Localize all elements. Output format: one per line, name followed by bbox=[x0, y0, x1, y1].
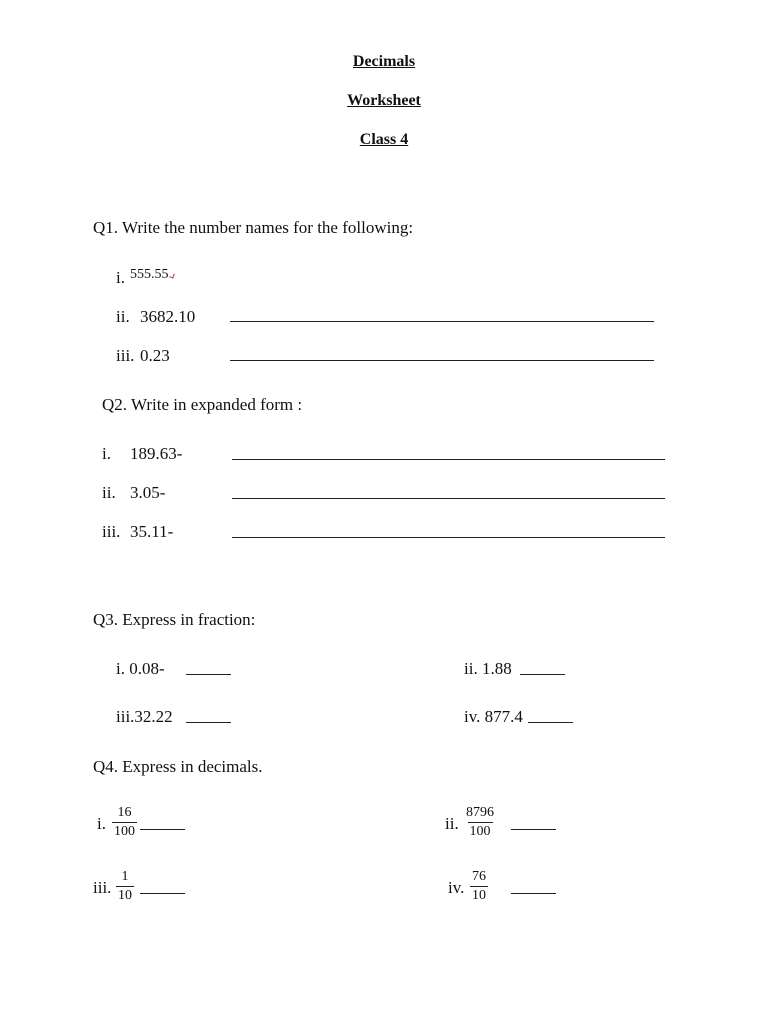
q2-item-1-label: i. bbox=[102, 444, 111, 463]
q3-item-1-text: i. 0.08- bbox=[116, 659, 165, 678]
q1-item-2-label: ii. bbox=[116, 307, 130, 326]
q1-item-1-value: 555.55 bbox=[130, 268, 174, 282]
q1-item-3-answer-line[interactable] bbox=[230, 360, 654, 361]
q2-item-1-value: 189.63- bbox=[130, 444, 183, 463]
q4-item-1-denominator: 100 bbox=[114, 824, 135, 839]
q1-item-3-value: 0.23 bbox=[140, 346, 170, 365]
q2-item-2-answer-line[interactable] bbox=[232, 498, 665, 499]
q4-item-2-fraction bbox=[464, 806, 496, 839]
q3-item-4-answer-line[interactable] bbox=[528, 722, 573, 723]
q4-item-4-numerator: 76 bbox=[472, 869, 486, 884]
q2-heading: Q2. Write in expanded form : bbox=[102, 395, 303, 414]
q4-item-1-numerator: 16 bbox=[117, 805, 132, 820]
q2-item-3-label: iii. bbox=[102, 522, 121, 541]
q1-item-2-answer-line[interactable] bbox=[230, 321, 654, 322]
q2-item-1-answer-line[interactable] bbox=[232, 459, 665, 460]
q4-item-2-numerator: 8796 bbox=[466, 805, 494, 820]
q4-item-1-label: i. bbox=[97, 814, 106, 833]
q4-item-4-label: iv. bbox=[448, 878, 465, 897]
q3-item-3-text: iii.32.22 bbox=[116, 707, 173, 726]
q4-item-3-answer-line[interactable] bbox=[140, 893, 185, 894]
title-decimals: Decimals bbox=[352, 53, 416, 70]
q4-item-1-fraction bbox=[112, 806, 137, 839]
title-worksheet: Worksheet bbox=[347, 92, 421, 109]
q4-item-4-fraction bbox=[470, 870, 488, 903]
spellcheck-mark-icon bbox=[169, 272, 174, 278]
q3-item-1-answer-line[interactable] bbox=[186, 674, 231, 675]
q2-item-2-value: 3.05- bbox=[130, 483, 166, 502]
q2-item-3-value: 35.11- bbox=[130, 522, 174, 541]
q3-item-4-text: iv. 877.4 bbox=[464, 707, 523, 726]
q2-item-2-label: ii. bbox=[102, 483, 116, 502]
q4-item-2-denominator: 100 bbox=[469, 824, 491, 839]
q4-item-2-answer-line[interactable] bbox=[511, 829, 556, 830]
q1-item-1-label: i. bbox=[116, 268, 125, 287]
q3-heading: Q3. Express in fraction: bbox=[93, 610, 256, 629]
q4-item-3-denominator: 10 bbox=[118, 888, 132, 903]
q4-item-4-denominator: 10 bbox=[472, 888, 486, 903]
q4-item-3-fraction bbox=[116, 870, 134, 903]
q4-item-2-label: ii. bbox=[445, 814, 459, 833]
q1-heading: Q1. Write the number names for the following: bbox=[93, 218, 414, 237]
q4-item-3-label: iii. bbox=[93, 878, 112, 897]
q3-item-2-answer-line[interactable] bbox=[520, 674, 565, 675]
title-class: Class 4 bbox=[359, 131, 409, 148]
q2-item-3-answer-line[interactable] bbox=[232, 537, 665, 538]
q3-item-2-text: ii. 1.88 bbox=[464, 659, 512, 678]
q4-item-4-answer-line[interactable] bbox=[511, 893, 556, 894]
q1-item-2-value: 3682.10 bbox=[140, 307, 196, 326]
q1-item-3-label: iii. bbox=[116, 346, 135, 365]
q4-item-1-answer-line[interactable] bbox=[140, 829, 185, 830]
q4-item-3-numerator: 1 bbox=[121, 869, 129, 884]
q3-item-3-answer-line[interactable] bbox=[186, 722, 231, 723]
q4-heading: Q4. Express in decimals. bbox=[93, 757, 263, 776]
